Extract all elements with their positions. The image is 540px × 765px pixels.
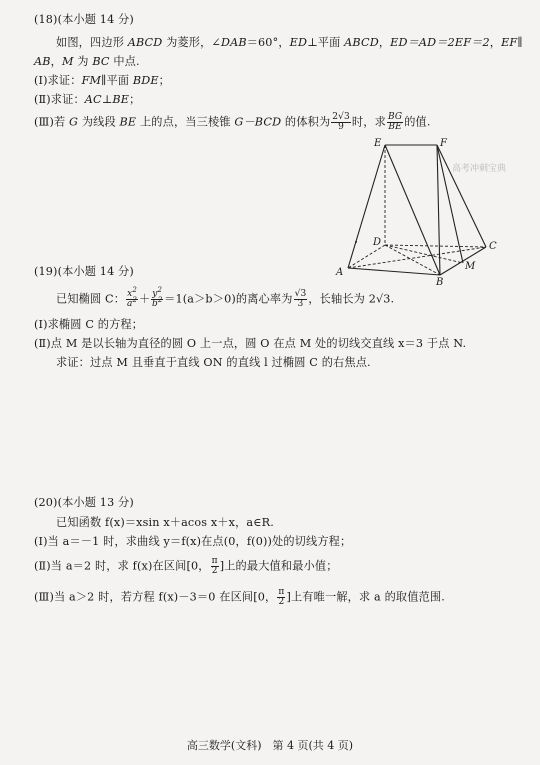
eccentricity-fraction: $\frac{√3}{3}$: [294, 289, 307, 309]
vertex-label-e: E: [374, 138, 382, 149]
vertex-label-b: B: [436, 277, 444, 288]
q20-part3: (Ⅲ)当 a＞2 时，若方程 f(x)－3＝0 在区间[0， $\frac{\pi}{2}$ ]上有唯一解，求 a 的取值范围.: [34, 587, 445, 607]
q18-given-line1: 如图，四边形 ABCD 为菱形，∠DAB＝60°，ED⊥平面 ABCD，ED＝AD＝2EF＝2，EF∥: [56, 36, 523, 49]
y2-over-b2: $\frac{y^2}{b^2}$: [151, 286, 163, 309]
vertex-label-c: C: [489, 241, 497, 252]
q20-part2: (Ⅱ)当 a＝2 时，求 f(x)在区间[0， $\frac{\pi}{2}$ ]上的最大值和最小值；: [34, 556, 338, 576]
pi-over-2: $\frac{\pi}{2}$: [211, 556, 218, 576]
page-footer: 高三数学(文科) 第 4 页(共 4 页): [186, 739, 354, 752]
vertex-label-f: F: [440, 138, 448, 149]
vertex-label-m: M: [465, 261, 476, 272]
q20-header: (20)(本小题 13 分): [34, 496, 134, 509]
pi-over-2: $\frac{\pi}{2}$: [278, 587, 285, 607]
q19-part1: (Ⅰ)求椭圆 C 的方程；: [34, 318, 144, 331]
ratio-fraction: $\frac{BG}{BE}$: [387, 112, 403, 132]
q19-given: 已知椭圆 C： $\frac{x^2}{a^2}$ ＋ $\frac{y^2}{b^2}$ ＝1(a＞b＞0)的离心率为 $\frac{√3}{3}$ ，长轴长为 2√3.: [56, 286, 395, 309]
q20-part1: (Ⅰ)当 a＝－1 时，求曲线 y＝f(x)在点(0，f(0))处的切线方程；: [34, 535, 352, 548]
q19-part2-line2: 求证：过点 M 且垂直于直线 ON 的直线 l 过椭圆 C 的右焦点.: [56, 356, 371, 369]
q19-part2: (Ⅱ)点 M 是以长轴为直径的圆 O 上一点，圆 O 在点 M 处的切线交直线 x＝3 于点 N.: [34, 337, 467, 350]
q20-given: 已知函数 f(x)＝xsin x＋acos x＋x，a∈R.: [56, 516, 274, 529]
watermark: 高考冲刺宝典: [452, 164, 507, 174]
q19-header: (19)(本小题 14 分): [34, 265, 134, 278]
q18-part1: (Ⅰ)求证：FM∥平面 BDE；: [34, 74, 171, 87]
q18-part3: (Ⅲ)若 G 为线段 BE 上的点，当三棱锥 G－BCD 的体积为 $\frac{2√3}{9}$ 时，求 $\frac{BG}{BE}$ 的值.: [34, 112, 431, 132]
vertex-label-a: A: [336, 267, 344, 278]
x2-over-a2: $\frac{x^2}{a^2}$: [126, 286, 138, 309]
q18-given-line2: AB，M 为 BC 中点.: [34, 55, 140, 68]
vertex-label-d: D: [373, 237, 382, 248]
q18-header: (18)(本小题 14 分): [34, 13, 134, 26]
volume-fraction: $\frac{2√3}{9}$: [332, 112, 350, 132]
q18-part2: (Ⅱ)求证：AC⊥BE；: [34, 93, 141, 106]
